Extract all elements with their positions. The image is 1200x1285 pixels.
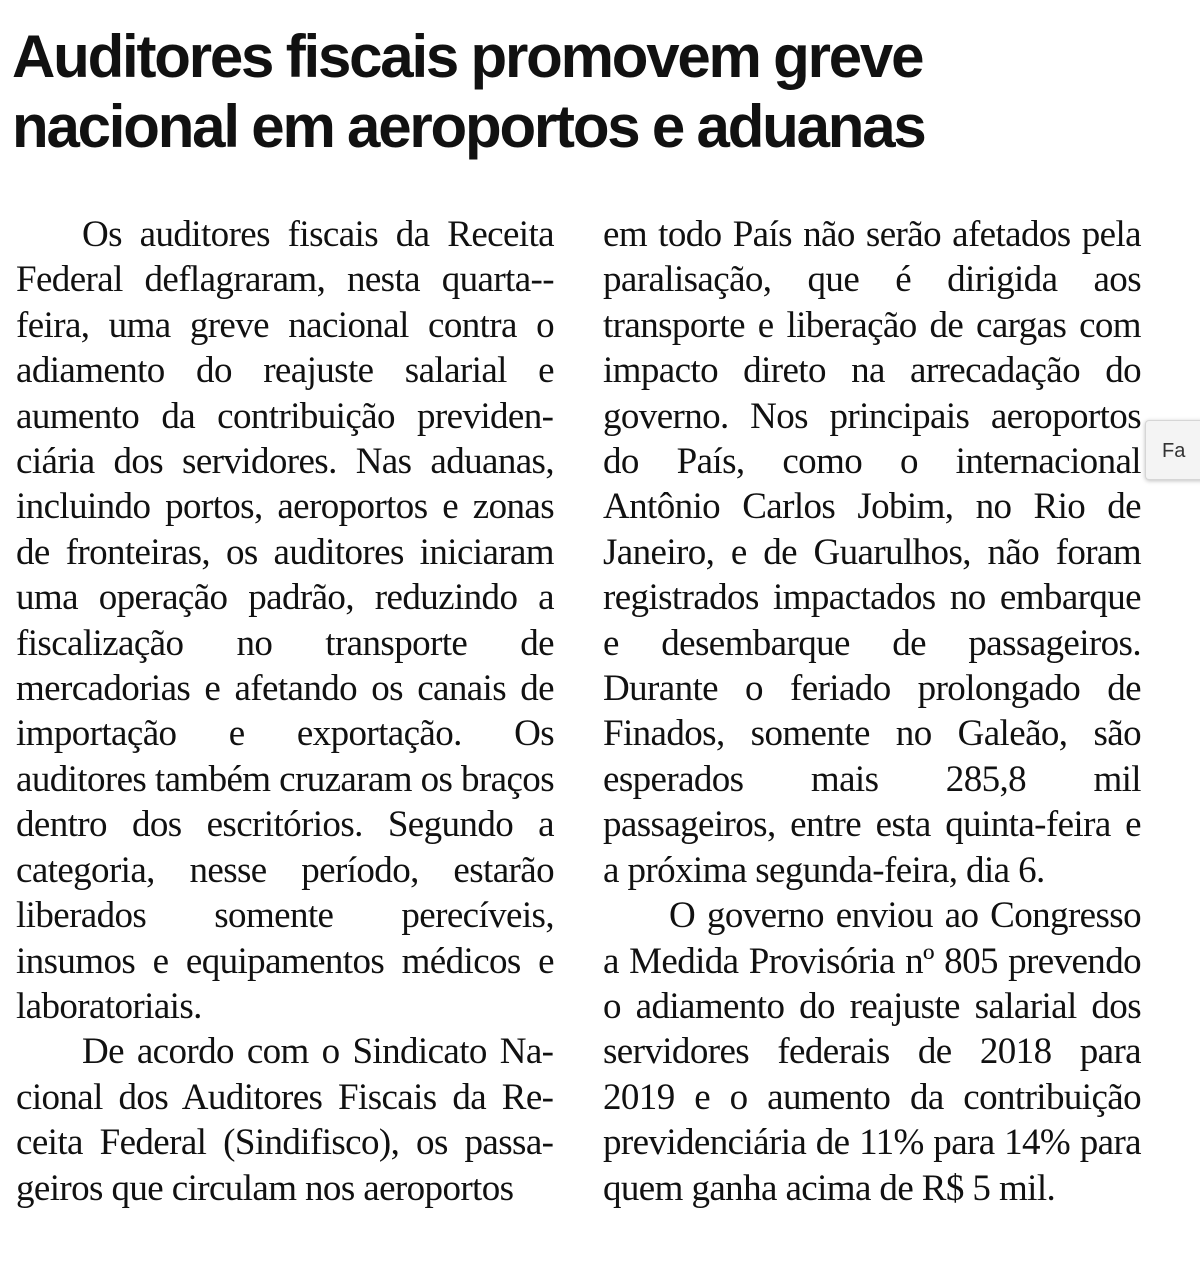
side-feedback-tab[interactable]: Fa [1145,420,1200,480]
paragraph: Os auditores fiscais da Receita Federal deflagraram, nesta quarta--feira, uma greve nacional contra o adiamento do reajuste salarial e aumento da contribuição previdenciária dos servidores. Nas aduanas, incluindo portos, aeroportos e zonas de fronteiras, os auditores iniciaram uma operação padrão, reduzindo a fiscalização no transporte de mercadorias e afetando os canais de importação e exportação. Os auditores também cruzaram os braços dentro dos escritórios. Segundo a categoria, nesse período, estarão liberados somente perecíveis, insumos e equipamentos médicos e laboratoriais. [16,214,554,1027]
paragraph-continued: em todo País não serão afetados pela paralisação, que é dirigida aos transporte e liberação de cargas com impacto direto na arrecadação do governo. Nos principais aeroportos do País, como o internacional Antônio Carlos Jobim, no Rio de Janeiro, e de Guarulhos, não foram registrados impactados no embarque e desembarque de passageiros. Durante o feriado prolongado de Finados, somente no Galeão, são esperados mais 285,8 mil passageiros, entre esta quinta-feira e a próxima segunda-feira, dia 6. [603,214,1141,891]
article-headline: Auditores fiscais promovem greve nacional em aeroportos e aduanas [12,23,925,160]
paragraph: O governo enviou ao Congresso a Medida Provisória nº 805 prevendo o adiamento do reajuste salarial dos servidores federais de 2018 para 2019 e o aumento da contribuição previdenciária de 11% para 14% para quem ganha acima de R$ 5 mil. [603,895,1141,1209]
article-column-left [16,212,554,1211]
paragraph: De acordo com o Sindicato Nacional dos Auditores Fiscais da Receita Federal (Sindifisco), os passageiros que circulam nos aeroportos [16,1031,554,1209]
article-column-right [603,212,1141,1211]
